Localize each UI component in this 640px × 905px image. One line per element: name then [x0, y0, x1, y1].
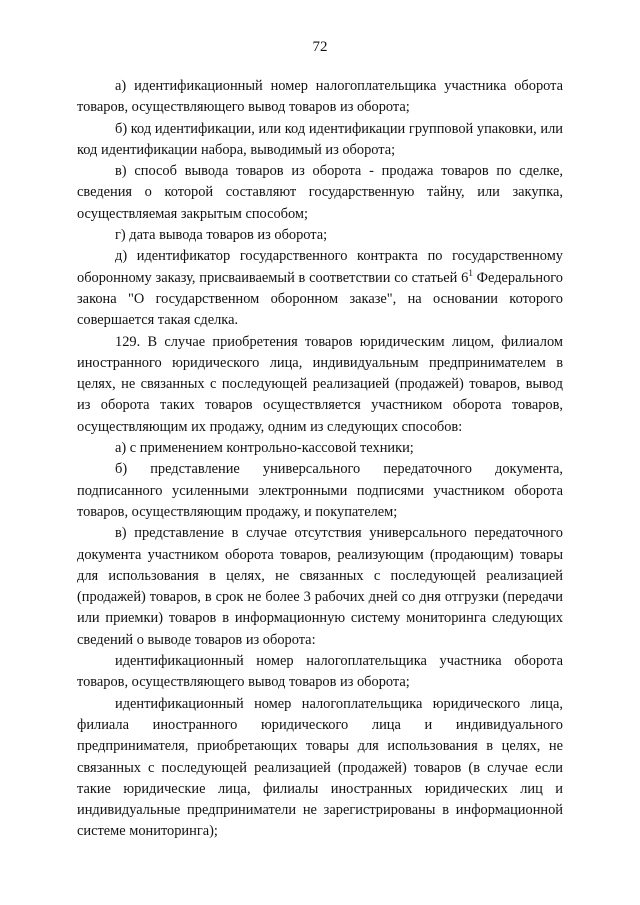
- paragraph-129-v: в) представление в случае отсутствия универсального передаточного документа участником оборота товаров, реализующим (продающим) товары для использования в целях, не связанных с последующей реализацией (продажей) товаров, в срок не более 3 рабочих дней со дня отгрузки (передачи или приемки) товаров в информационную систему мониторинга следующих сведений о выводе товаров из оборота:: [77, 525, 563, 648]
- paragraph-a-taxpayer-id: а) идентификационный номер налогоплательщика участника оборота товаров, осуществляющего вывод товаров из оборота;: [77, 78, 563, 116]
- paragraph-d-contract-identifier: [77, 246, 563, 331]
- paragraph-seller-taxpayer-id: идентификационный номер налогоплательщика участника оборота товаров, осуществляющего вывод товаров из оборота;: [77, 653, 563, 691]
- paragraph-b-identification-code: б) код идентификации, или код идентификации групповой упаковки, или код идентификации набора, выводимый из оборота;: [77, 120, 563, 158]
- page-number: 72: [312, 39, 328, 55]
- paragraph-d-text-start: д) идентификатор государственного контракта по государственному оборонному заказу, присваиваемый в соответствии со статьей 6: [77, 248, 563, 286]
- paragraph-129-b: б) представление универсального передаточного документа, подписанного усиленными электронными подписями участником оборота товаров, осуществляющим продажу, и покупателем;: [77, 461, 563, 520]
- paragraph-d-text-end: Федерального закона "О государственном оборонном заказе", на основании которого совершается такая сделка.: [77, 269, 563, 329]
- paragraph-g-withdrawal-date: г) дата вывода товаров из оборота;: [115, 227, 328, 244]
- paragraph-129-a: а) с применением контрольно-кассовой техники;: [115, 440, 414, 457]
- paragraph-buyer-taxpayer-id: идентификационный номер налогоплательщика юридического лица, филиала иностранного юридического лица и индивидуального предпринимателя, приобретающих товары для использования в целях, не связанных с последующей реализацией (продажей) товаров (в случае если такие юридические лица, филиалы иностранных юридических лиц и индивидуальные предприниматели не зарегистрированы в информационной системе мониторинга);: [77, 695, 563, 840]
- paragraph-v-withdrawal-method: в) способ вывода товаров из оборота - продажа товаров по сделке, сведения о которой составляют государственную тайну, или закупка, осуществляемая закрытым способом;: [77, 163, 563, 222]
- article-superscript: 1: [468, 267, 473, 278]
- document-body: [77, 76, 563, 843]
- paragraph-129: 129. В случае приобретения товаров юридическим лицом, филиалом иностранного юридического лица, индивидуальным предпринимателем в целях, не связанных с последующей реализацией (продажей) товаров, вывод из оборота таких товаров осуществляется участником оборота товаров, осуществляющим их продажу, одним из следующих способов:: [77, 333, 563, 435]
